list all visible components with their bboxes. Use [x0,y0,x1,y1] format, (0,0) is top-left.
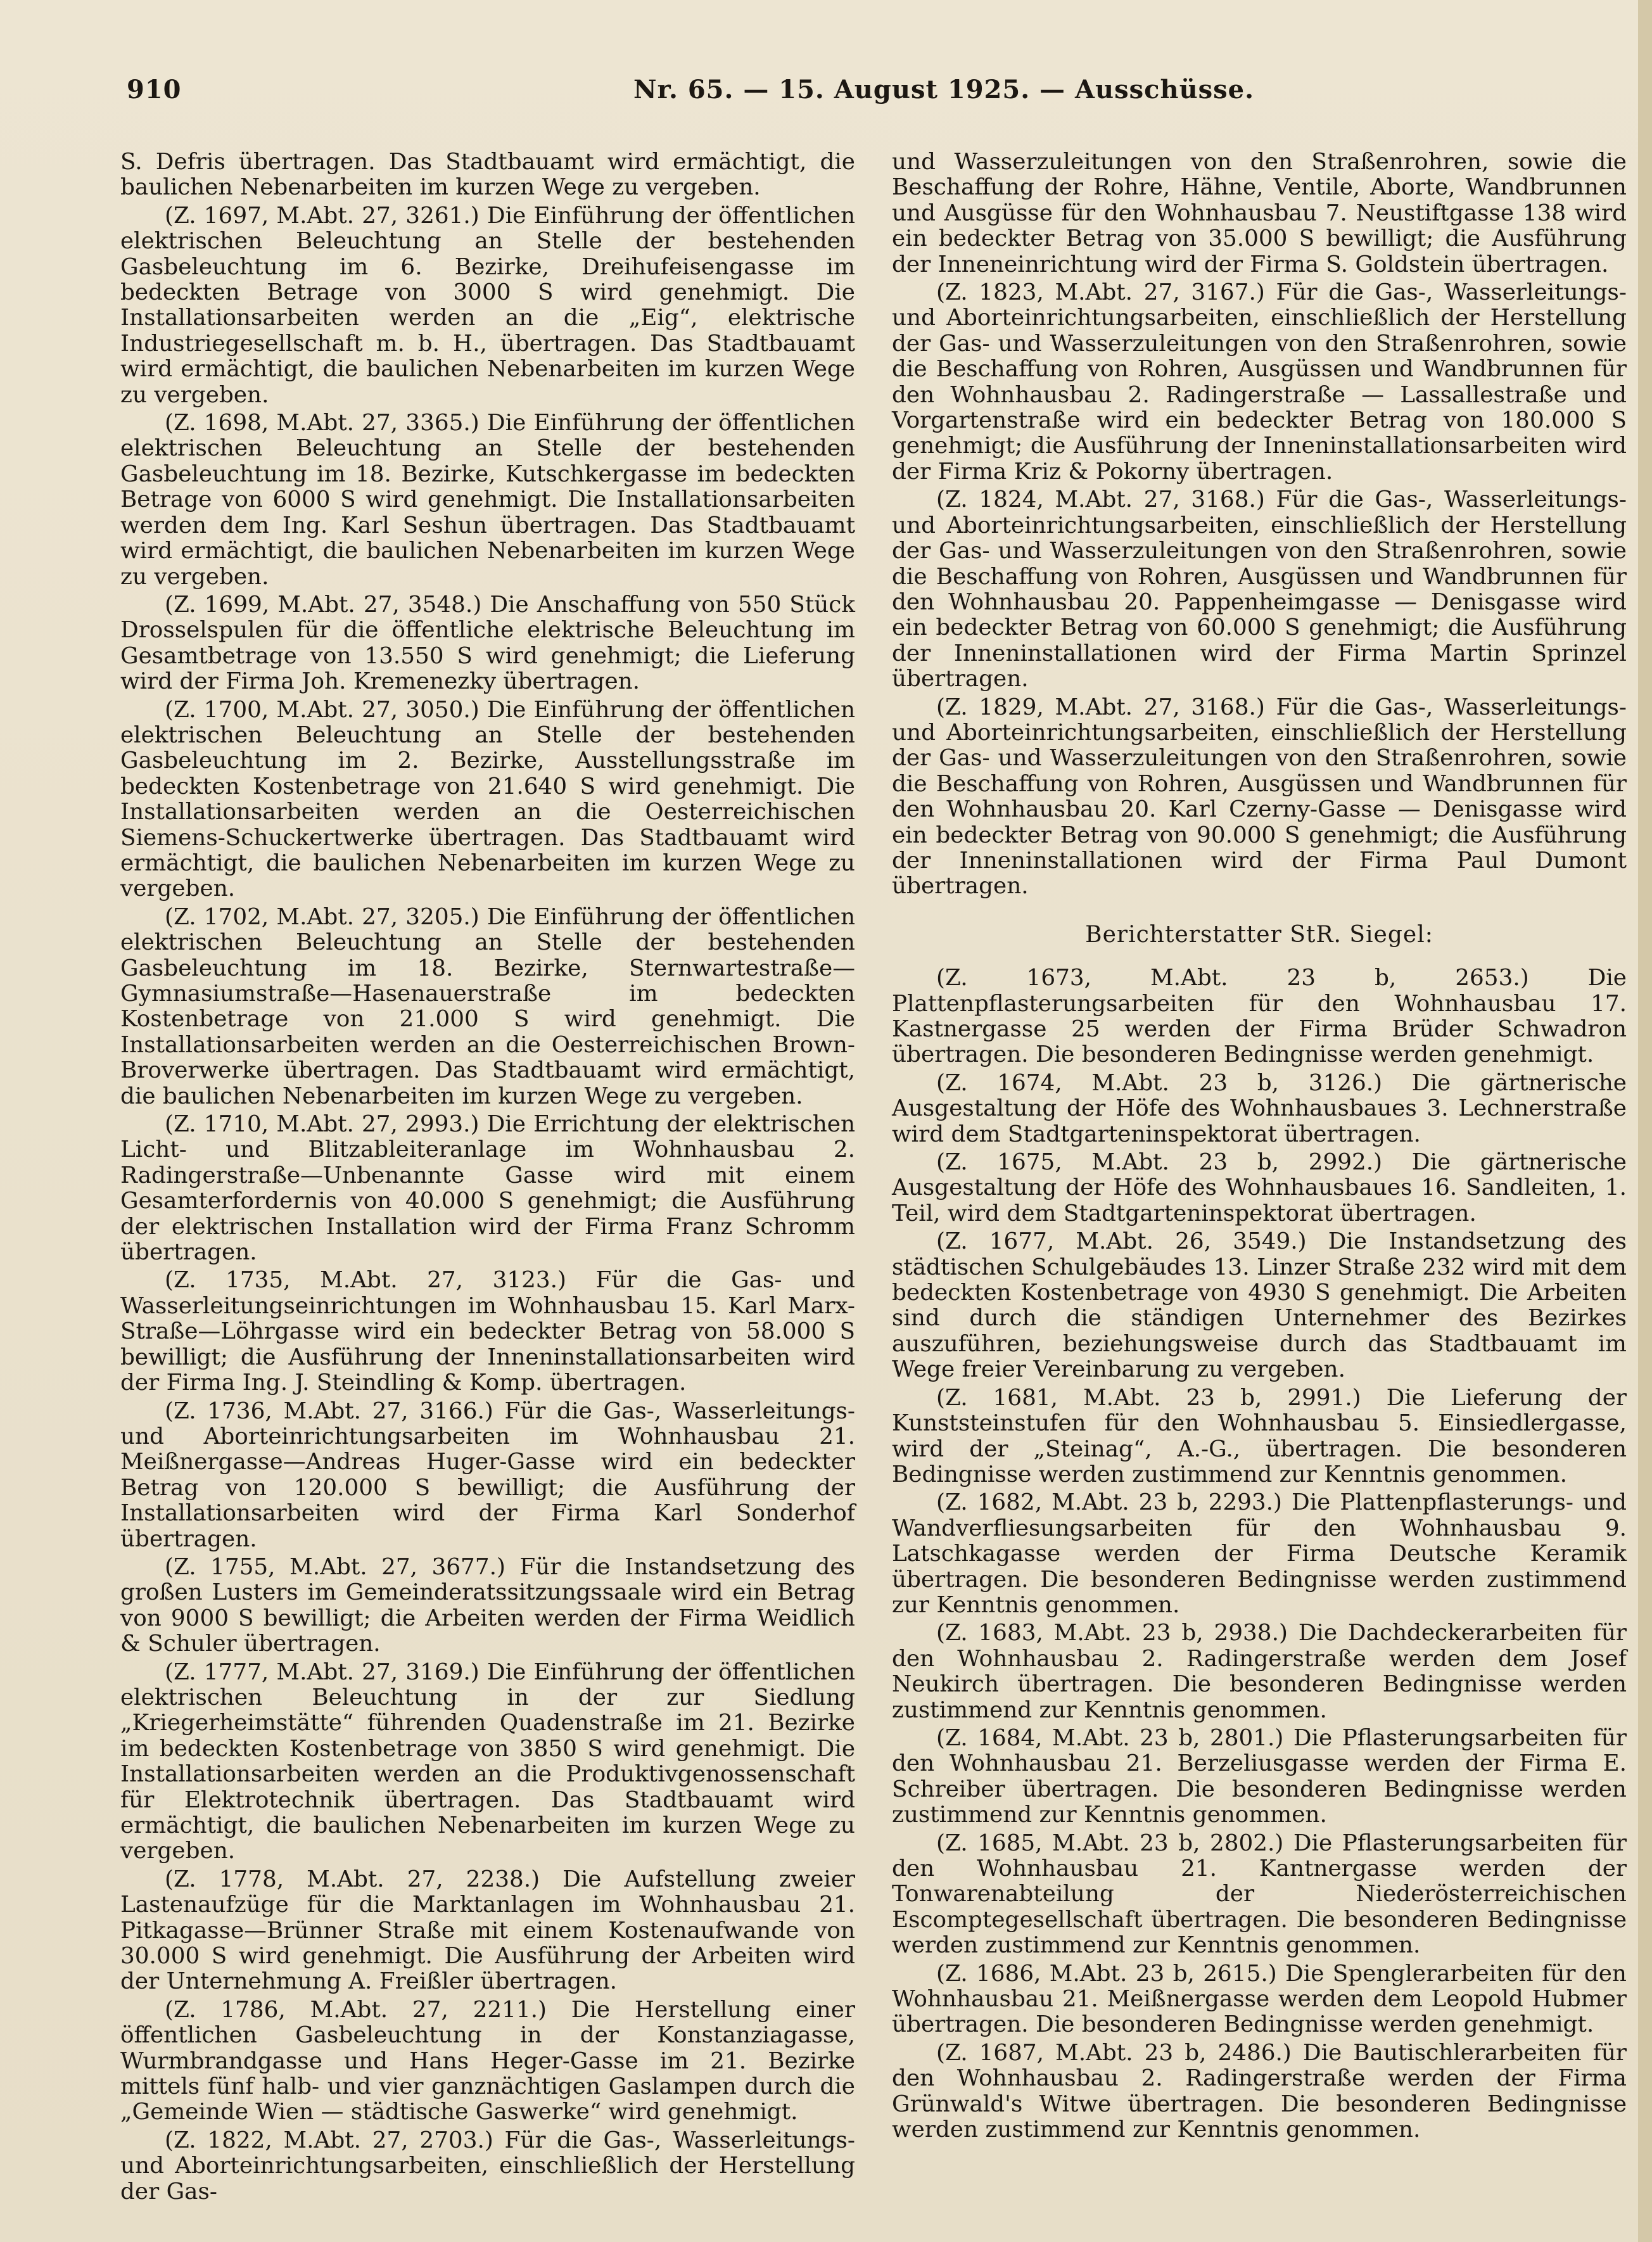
paragraph: (Z. 1700, M.Abt. 27, 3050.) Die Einführung der öffentlichen elektrischen Beleuchtung an Stelle der bestehenden Gasbeleuchtung im 2. Bezirke, Ausstellungsstraße im bedeckten Kostenbetrage von 21.640 S wird genehmigt. Die Installationsarbeiten werden an die Oesterreichischen Siemens-Schuckertwerke übertragen. Das Stadtbauamt wird ermächtigt, die baulichen Nebenarbeiten im kurzen Wege zu vergeben. [120,696,855,902]
running-head: Nr. 65. — 15. August 1925. — Ausschüsse. [633,75,1255,105]
paragraph: und Wasserzuleitungen von den Straßenrohren, sowie die Beschaffung der Rohre, Hähne, Ventile, Aborte, Wandbrunnen und Ausgüsse für den Wohnhausbau 7. Neustiftgasse 138 wird ein bedeckter Betrag von 35.000 S bewilligt; die Ausführung der Inneneinrichtung wird der Firma S. Goldstein übertragen. [892,149,1627,277]
paragraph: (Z. 1675, M.Abt. 23 b, 2992.) Die gärtnerische Ausgestaltung der Höfe des Wohnhausbaues 16. Sandleiten, 1. Teil, wird dem Stadtgarteninspektorat übertragen. [892,1149,1627,1226]
paragraph: (Z. 1697, M.Abt. 27, 3261.) Die Einführung der öffentlichen elektrischen Beleuchtung an Stelle der bestehenden Gasbeleuchtung im 6. Bezirke, Dreihufeisengasse im bedeckten Betrage von 3000 S wird genehmigt. Die Installationsarbeiten werden an die „Eig“, elektrische Industriegesellschaft m. b. H., übertragen. Das Stadtbauamt wird ermächtigt, die baulichen Nebenarbeiten im kurzen Wege zu vergeben. [120,202,855,408]
paragraph: (Z. 1778, M.Abt. 27, 2238.) Die Aufstellung zweier Lastenaufzüge für die Marktanlagen im Wohnhausbau 21. Pitkagasse—Brünner Straße mit einem Kostenaufwande von 30.000 S wird genehmigt. Die Ausführung der Arbeiten wird der Unternehmung A. Freißler übertragen. [120,1866,855,1995]
paragraph: (Z. 1829, M.Abt. 27, 3168.) Für die Gas-, Wasserleitungs- und Aborteinrichtungsarbeiten, einschließlich der Herstellung der Gas- und Wasserzuleitungen von den Straßenrohren, sowie die Beschaffung von Rohren, Ausgüssen und Wandbrunnen für den Wohnhausbau 20. Karl Czerny-Gasse — Denisgasse wird ein bedeckter Betrag von 90.000 S genehmigt; die Ausführung der Inneninstallationen wird der Firma Paul Dumont übertragen. [892,694,1627,900]
page-number: 910 [127,75,182,105]
paragraph: (Z. 1698, M.Abt. 27, 3365.) Die Einführung der öffentlichen elektrischen Beleuchtung an Stelle der bestehenden Gasbeleuchtung im 18. Bezirke, Kutschkergasse im bedeckten Betrage von 6000 S wird genehmigt. Die Installationsarbeiten werden dem Ing. Karl Seshun übertragen. Das Stadtbauamt wird ermächtigt, die baulichen Nebenarbeiten im kurzen Wege zu vergeben. [120,410,855,590]
paragraph: (Z. 1682, M.Abt. 23 b, 2293.) Die Plattenpflasterungs- und Wandverfliesungsarbeiten für den Wohnhausbau 9. Latschkagasse werden der Firma Deutsche Keramik übertragen. Die besonderen Bedingnisse werden zustimmend zur Kenntnis genommen. [892,1489,1627,1618]
paragraph: (Z. 1699, M.Abt. 27, 3548.) Die Anschaffung von 550 Stück Drosselspulen für die öffentliche elektrische Beleuchtung im Gesamtbetrage von 13.550 S wird genehmigt; die Lieferung wird der Firma Joh. Kremenezky übertragen. [120,591,855,695]
paragraph: (Z. 1822, M.Abt. 27, 2703.) Für die Gas-, Wasserleitungs- und Aborteinrichtungsarbeiten, einschließlich der Herstellung der Gas- [120,2127,855,2205]
paragraph: (Z. 1687, M.Abt. 23 b, 2486.) Die Bautischlerarbeiten für den Wohnhausbau 2. Radingerstraße werden der Firma Grünwald's Witwe übertragen. Die besonderen Bedingnisse werden zustimmend zur Kenntnis genommen. [892,2039,1627,2143]
paragraph: (Z. 1673, M.Abt. 23 b, 2653.) Die Plattenpflasterungsarbeiten für den Wohnhausbau 17. Kastnergasse 25 werden der Firma Brüder Schwadron übertragen. Die besonderen Bedingnisse werden genehmigt. [892,965,1627,1068]
paragraph: (Z. 1824, M.Abt. 27, 3168.) Für die Gas-, Wasserleitungs- und Aborteinrichtungsarbeiten, einschließlich der Herstellung der Gas- und Wasserzuleitungen von den Straßenrohren, sowie die Beschaffung von Rohren, Ausgüssen und Wandbrunnen für den Wohnhausbau 20. Pappenheimgasse — Denisgasse wird ein bedeckter Betrag von 60.000 S genehmigt; die Ausführung der Inneninstallationen wird der Firma Martin Sprinzel übertragen. [892,487,1627,692]
paragraph: (Z. 1684, M.Abt. 23 b, 2801.) Die Pflasterungsarbeiten für den Wohnhausbau 21. Berzeliusgasse werden der Firma E. Schreiber übertragen. Die besonderen Bedingnisse werden zustimmend zur Kenntnis genommen. [892,1724,1627,1828]
paragraph: (Z. 1735, M.Abt. 27, 3123.) Für die Gas- und Wasserleitungseinrichtungen im Wohnhausbau 15. Karl Marx-Straße—Löhrgasse wird ein bedeckter Betrag von 58.000 S bewilligt; die Ausführung der Inneninstallationsarbeiten wird der Firma Ing. J. Steindling & Komp. übertragen. [120,1267,855,1396]
left-column [120,150,855,2207]
paragraph: (Z. 1686, M.Abt. 23 b, 2615.) Die Spenglerarbeiten für den Wohnhausbau 21. Meißnergasse werden dem Leopold Hubmer übertragen. Die besonderen Bedingnisse werden genehmigt. [892,1960,1627,2038]
page-header [127,75,1641,113]
page-edge [1638,0,1652,2242]
paragraph: (Z. 1681, M.Abt. 23 b, 2991.) Die Lieferung der Kunststeinstufen für den Wohnhausbau 5. Einsiedlergasse, wird der „Steinag“, A.-G., übertragen. Die besonderen Bedingnisse werden zustimmend zur Kenntnis genommen. [892,1384,1627,1487]
paragraph: (Z. 1685, M.Abt. 23 b, 2802.) Die Pflasterungsarbeiten für den Wohnhausbau 21. Kantnergasse werden der Tonwarenabteilung der Niederösterreichischen Escomptegesellschaft übertragen. Die besonderen Bedingnisse werden zustimmend zur Kenntnis genommen. [892,1830,1627,1959]
paragraph: (Z. 1710, M.Abt. 27, 2993.) Die Errichtung der elektrischen Licht- und Blitzableiteranlage im Wohnhausbau 2. Radingerstraße—Unbenannte Gasse wird mit einem Gesamterfordernis von 40.000 S genehmigt; die Ausführung der elektrischen Installation wird der Firma Franz Schromm übertragen. [120,1111,855,1266]
paragraph: (Z. 1755, M.Abt. 27, 3677.) Für die Instandsetzung des großen Lusters im Gemeinderatssitzungssaale wird ein Betrag von 9000 S bewilligt; die Arbeiten werden der Firma Weidlich & Schuler übertragen. [120,1553,855,1657]
paragraph: (Z. 1702, M.Abt. 27, 3205.) Die Einführung der öffentlichen elektrischen Beleuchtung an Stelle der bestehenden Gasbeleuchtung im 18. Bezirke, Sternwartestraße—Gymnasiumstraße—Hasenauerstraße im bedeckten Kostenbetrage von 21.000 S wird genehmigt. Die Installationsarbeiten werden an die Oesterreichischen Brown-Broverwerke übertragen. Das Stadtbauamt wird ermächtigt, die baulichen Nebenarbeiten im kurzen Wege zu vergeben. [120,903,855,1109]
paragraph: (Z. 1674, M.Abt. 23 b, 3126.) Die gärtnerische Ausgestaltung der Höfe des Wohnhausbaues 3. Lechnerstraße wird dem Stadtgarteninspektorat übertragen. [892,1069,1627,1147]
rapporteur-heading: Berichterstatter StR. Siegel: [1085,921,1433,948]
paragraph: (Z. 1777, M.Abt. 27, 3169.) Die Einführung der öffentlichen elektrischen Beleuchtung in der zur Siedlung „Kriegerheimstätte“ führenden Quadenstraße im 21. Bezirke im bedeckten Kostenbetrage von 3850 S wird genehmigt. Die Installationsarbeiten werden an die Produktivgenossenschaft für Elektrotechnik übertragen. Das Stadtbauamt wird ermächtigt, die baulichen Nebenarbeiten im kurzen Wege zu vergeben. [120,1659,855,1864]
paragraph: (Z. 1683, M.Abt. 23 b, 2938.) Die Dachdeckerarbeiten für den Wohnhausbau 2. Radingerstraße werden dem Josef Neukirch übertragen. Die besonderen Bedingnisse werden zustimmend zur Kenntnis genommen. [892,1620,1627,1723]
paragraph: S. Defris übertragen. Das Stadtbauamt wird ermächtigt, die baulichen Nebenarbeiten im kurzen Wege zu vergeben. [120,149,855,201]
right-column [892,150,1627,2145]
paragraph: (Z. 1786, M.Abt. 27, 2211.) Die Herstellung einer öffentlichen Gasbeleuchtung in der Konstanziagasse, Wurmbrandgasse und Hans Heger-Gasse im 21. Bezirke mittels fünf halb- und vier ganznächtigen Gaslampen durch die „Gemeinde Wien — städtische Gaswerke“ wird genehmigt. [120,1996,855,2125]
paragraph: (Z. 1736, M.Abt. 27, 3166.) Für die Gas-, Wasserleitungs- und Aborteinrichtungsarbeiten im Wohnhausbau 21. Meißnergasse—Andreas Huger-Gasse wird ein bedeckter Betrag von 120.000 S bewilligt; die Ausführung der Installationsarbeiten wird der Firma Karl Sonderhof übertragen. [120,1398,855,1552]
paragraph: (Z. 1823, M.Abt. 27, 3167.) Für die Gas-, Wasserleitungs- und Aborteinrichtungsarbeiten, einschließlich der Herstellung der Gas- und Wasserzuleitungen von den Straßenrohren, sowie die Beschaffung von Rohren, Ausgüssen und Wandbrunnen für den Wohnhausbau 2. Radingerstraße — Lassallestraße und Vorgartenstraße wird ein bedeckter Betrag von 180.000 S genehmigt; die Ausführung der Inneninstallationsarbeiten wird der Firma Kriz & Pokorny übertragen. [892,279,1627,485]
paragraph: (Z. 1677, M.Abt. 26, 3549.) Die Instandsetzung des städtischen Schulgebäudes 13. Linzer Straße 232 wird mit dem bedeckten Kostenbetrage von 4930 S genehmigt. Die Arbeiten sind durch die ständigen Unternehmer des Bezirkes auszuführen, beziehungsweise durch das Stadtbauamt im Wege freier Vereinbarung zu vergeben. [892,1228,1627,1383]
